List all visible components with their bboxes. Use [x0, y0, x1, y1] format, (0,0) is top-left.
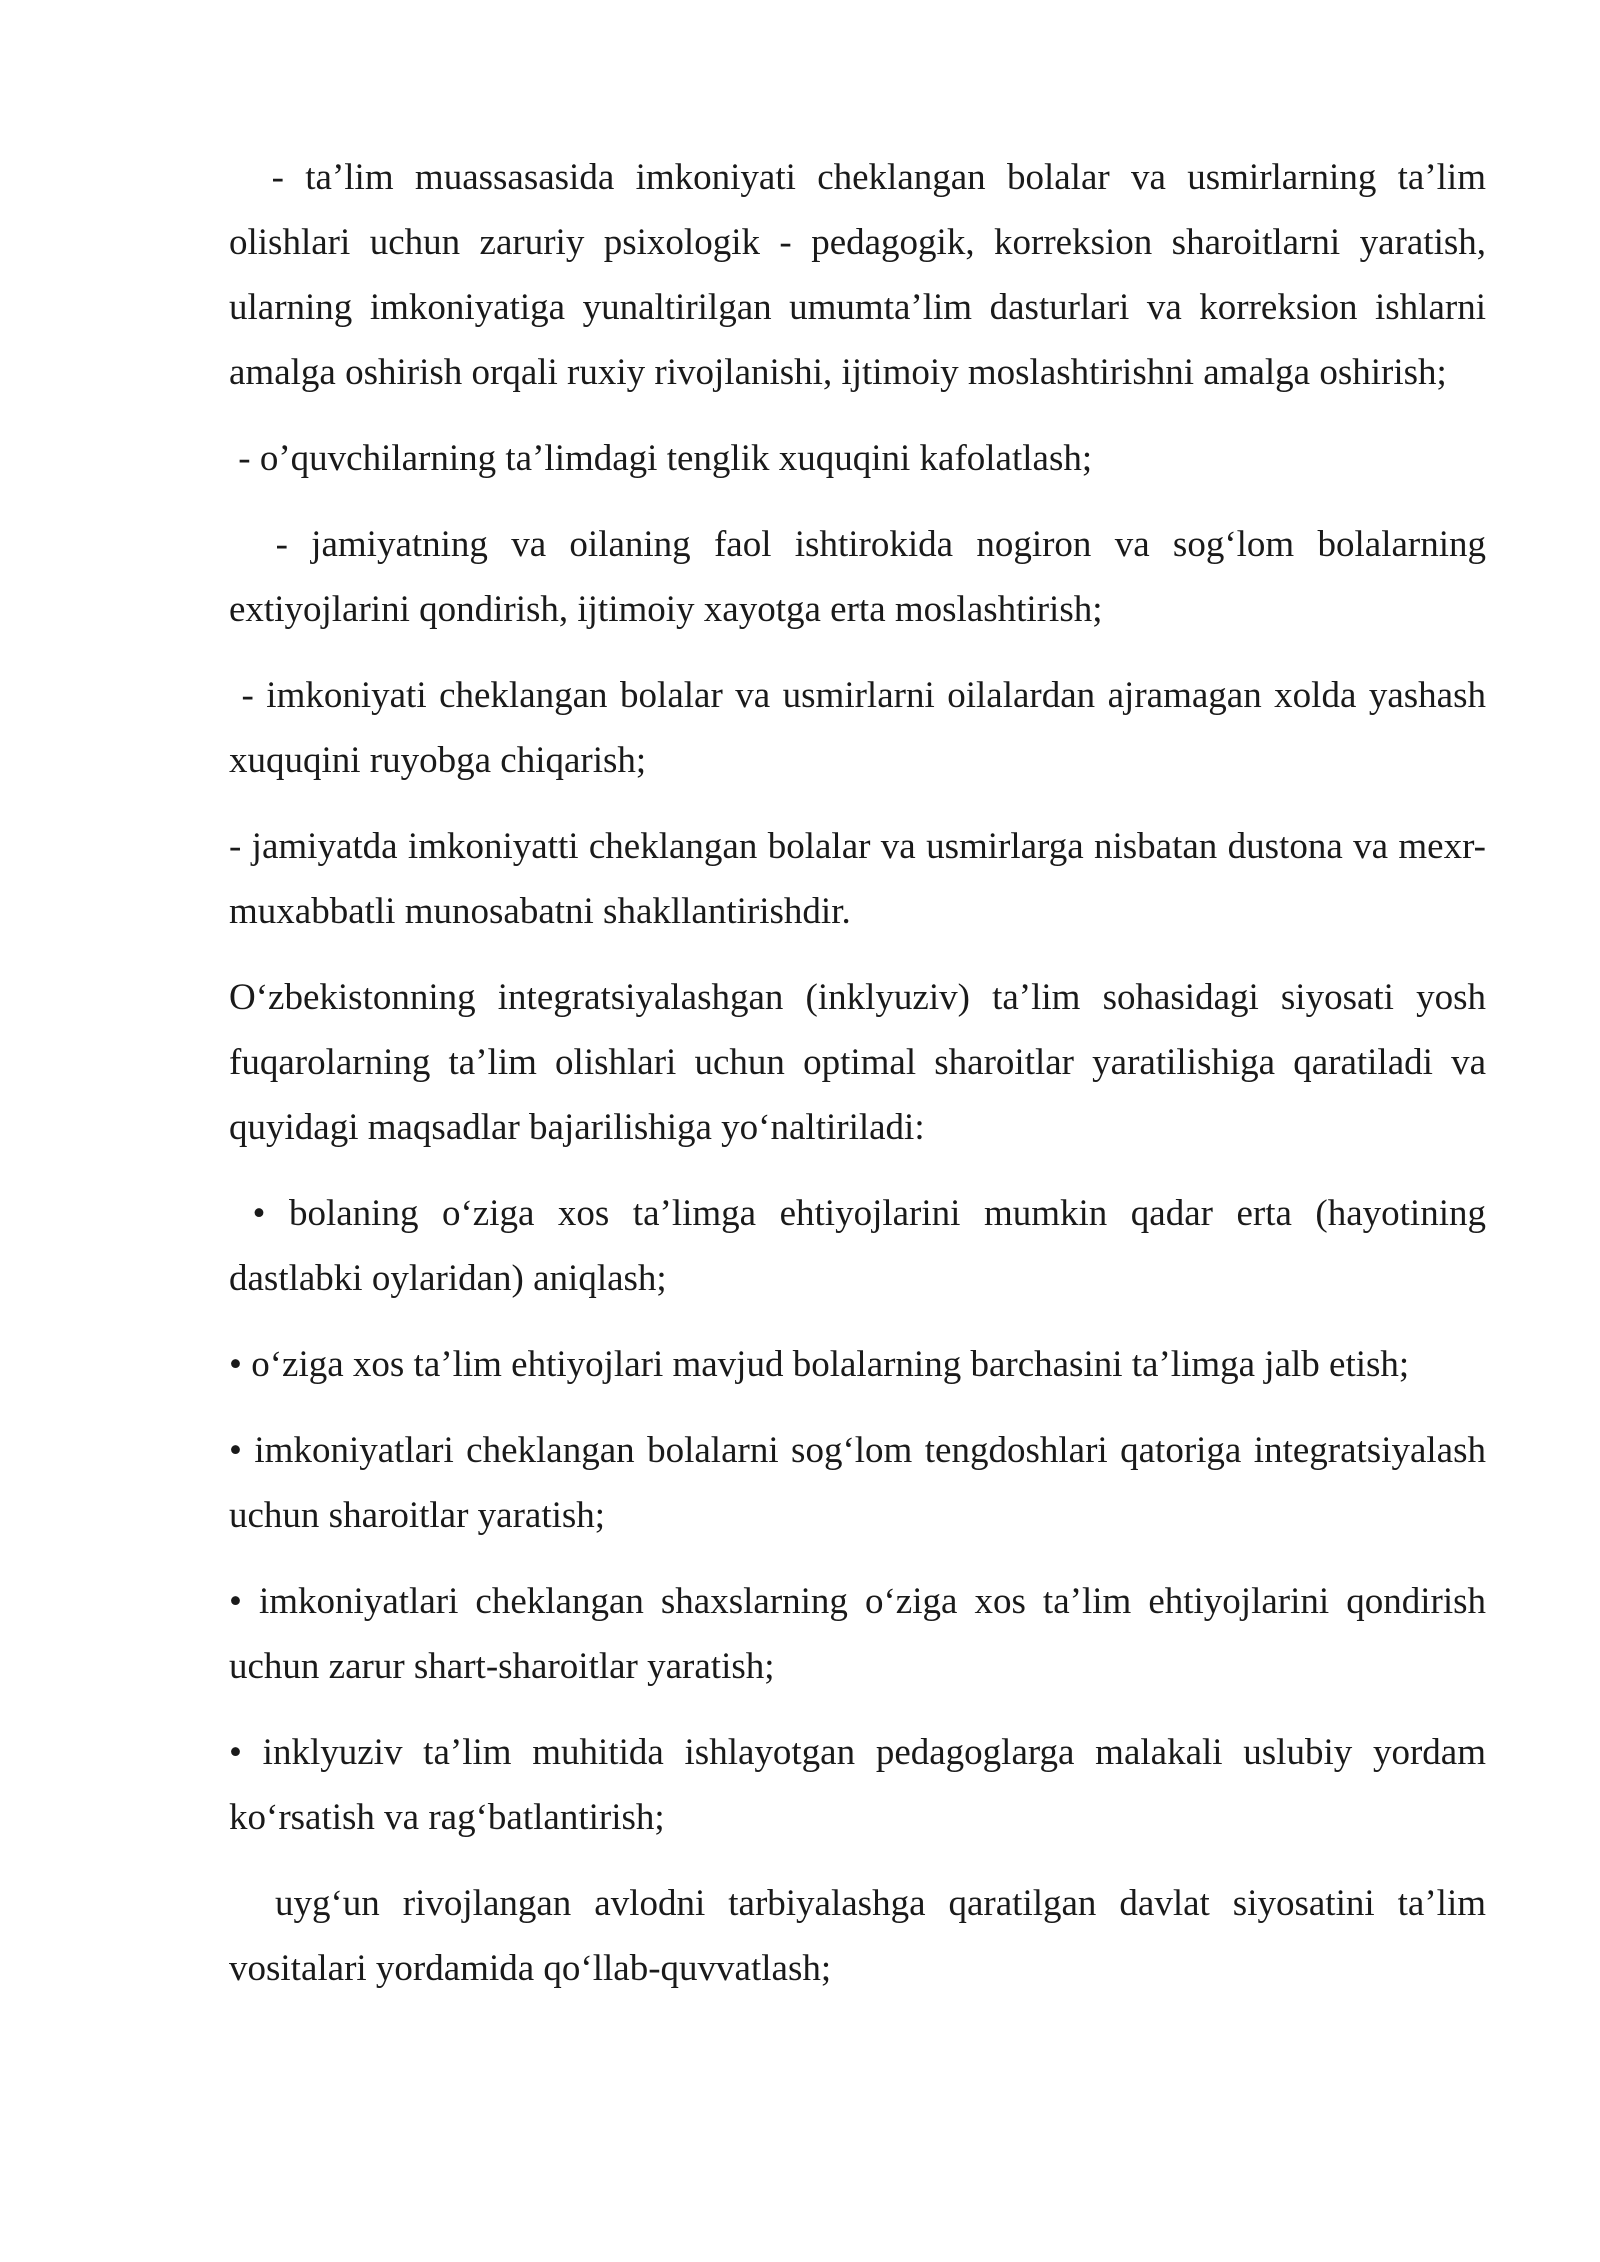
paragraph-last: uyg‘un rivojlangan avlodni tarbiyalashga qaratilgan davlat siyosatini ta’lim vositalari yordamida qo‘llab-quvvatlash; — [229, 1883, 1486, 1989]
paragraph-1: - ta’lim muassasasida imkoniyati cheklangan bolalar va usmirlarning ta’lim olishlari uchun zaruriy psixologik - pedagogik, korreksion sharoitlarni yaratish, ularning imkoniyatiga yunaltirilgan umumta’lim dasturlari va korreksion ishlarni amalga oshirish orqali ruxiy rivojlanishi, ijtimoiy moslashtirishni amalga oshirish; — [229, 157, 1486, 393]
document-body — [229, 145, 1486, 2022]
bullet-item-1: • bolaning o‘ziga xos ta’limga ehtiyojlarini mumkin qadar erta (hayotining dastlabki oylaridan) aniqlash; — [229, 1193, 1486, 1299]
paragraph-2: - o’quvchilarning ta’limdagi tenglik xuquqini kafolatlash; — [229, 438, 1093, 479]
paragraph-5: - jamiyatda imkoniyatti cheklangan bolalar va usmirlarga nisbatan dustona va mexr-muxabbatli munosabatni shakllantirishdir. — [229, 826, 1486, 932]
bullet-item-5: • inklyuziv ta’lim muhitida ishlayotgan pedagoglarga malakali uslubiy yordam ko‘rsatish va rag‘batlantirish; — [229, 1732, 1486, 1838]
paragraph-4: - imkoniyati cheklangan bolalar va usmirlarni oilalardan ajramagan xolda yashash xuquqini ruyobga chiqarish; — [229, 675, 1486, 781]
bullet-item-2: • o‘ziga xos ta’lim ehtiyojlari mavjud bolalarning barchasini ta’limga jalb etish; — [229, 1344, 1410, 1385]
paragraph-3: - jamiyatning va oilaning faol ishtirokida nogiron va sog‘lom bolalarning extiyojlarini qondirish, ijtimoiy xayotga erta moslashtirish; — [229, 524, 1486, 630]
paragraph-6: O‘zbekistonning integratsiyalashgan (inklyuziv) ta’lim sohasidagi siyosati yosh fuqarolarning ta’lim olishlari uchun optimal sharoitlar yaratilishiga qaratiladi va quyidagi maqsadlar bajarilishiga yo‘naltiriladi: — [229, 977, 1486, 1148]
bullet-item-3: • imkoniyatlari cheklangan bolalarni sog‘lom tengdoshlari qatoriga integratsiyalash uchun sharoitlar yaratish; — [229, 1430, 1486, 1536]
bullet-item-4: • imkoniyatlari cheklangan shaxslarning o‘ziga xos ta’lim ehtiyojlarini qondirish uchun zarur shart-sharoitlar yaratish; — [229, 1581, 1486, 1687]
